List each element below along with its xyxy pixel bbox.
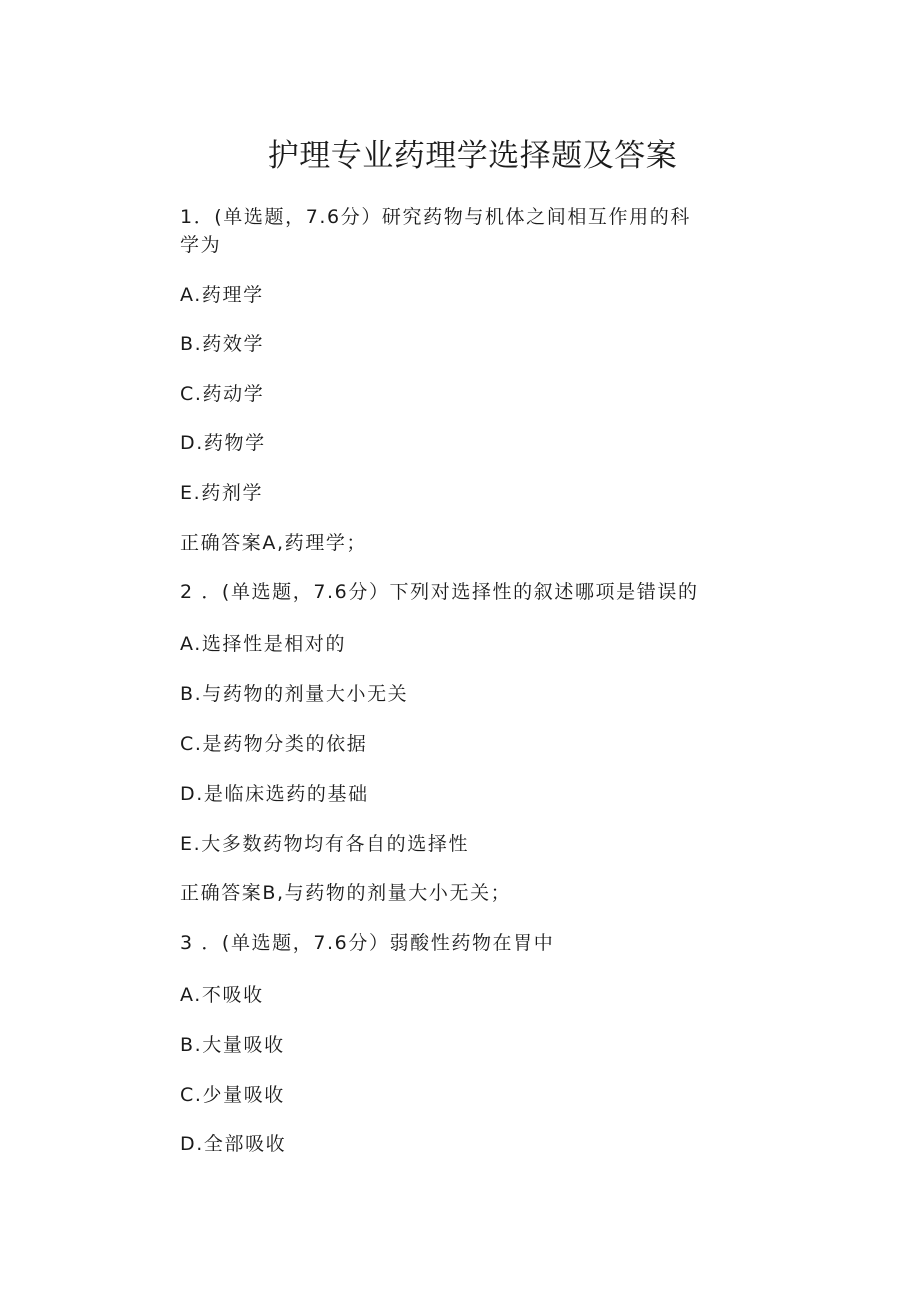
question-2-stem: 2 ．(单选题，7.6分）下列对选择性的叙述哪项是错误的	[180, 581, 699, 603]
document-title: 护理专业药理学选择题及答案	[267, 138, 678, 174]
question-3-option-c: C.少量吸收	[180, 1084, 285, 1106]
question-2-option-b: B.与药物的剂量大小无关	[180, 683, 409, 705]
question-1-option-b: B.药效学	[180, 333, 265, 355]
question-3-stem: 3 ．(单选题，7.6分）弱酸性药物在胃中	[180, 932, 555, 954]
question-2-option-c: C.是药物分类的依据	[180, 733, 368, 755]
question-1-option-c: C.药动学	[180, 383, 265, 405]
question-2-answer: 正确答案B,与药物的剂量大小无关；	[180, 882, 512, 904]
question-1-option-a: A.药理学	[180, 284, 264, 306]
question-3-option-b: B.大量吸收	[180, 1034, 285, 1056]
question-1-option-d: D.药物学	[180, 432, 266, 454]
question-2-option-d: D.是临床选药的基础	[180, 783, 369, 805]
question-1-option-e: E.药剂学	[180, 482, 264, 504]
question-1-stem-line-1: 1．(单选题，7.6分）研究药物与机体之间相互作用的科	[180, 206, 691, 228]
question-2-option-a: A.选择性是相对的	[180, 633, 347, 655]
question-3-option-d: D.全部吸收	[180, 1133, 287, 1155]
question-3-option-a: A.不吸收	[180, 984, 264, 1006]
question-1-stem-line-2: 学为	[180, 234, 222, 256]
question-2-option-e: E.大多数药物均有各自的选择性	[180, 833, 470, 855]
question-1-answer: 正确答案A,药理学；	[180, 532, 368, 554]
